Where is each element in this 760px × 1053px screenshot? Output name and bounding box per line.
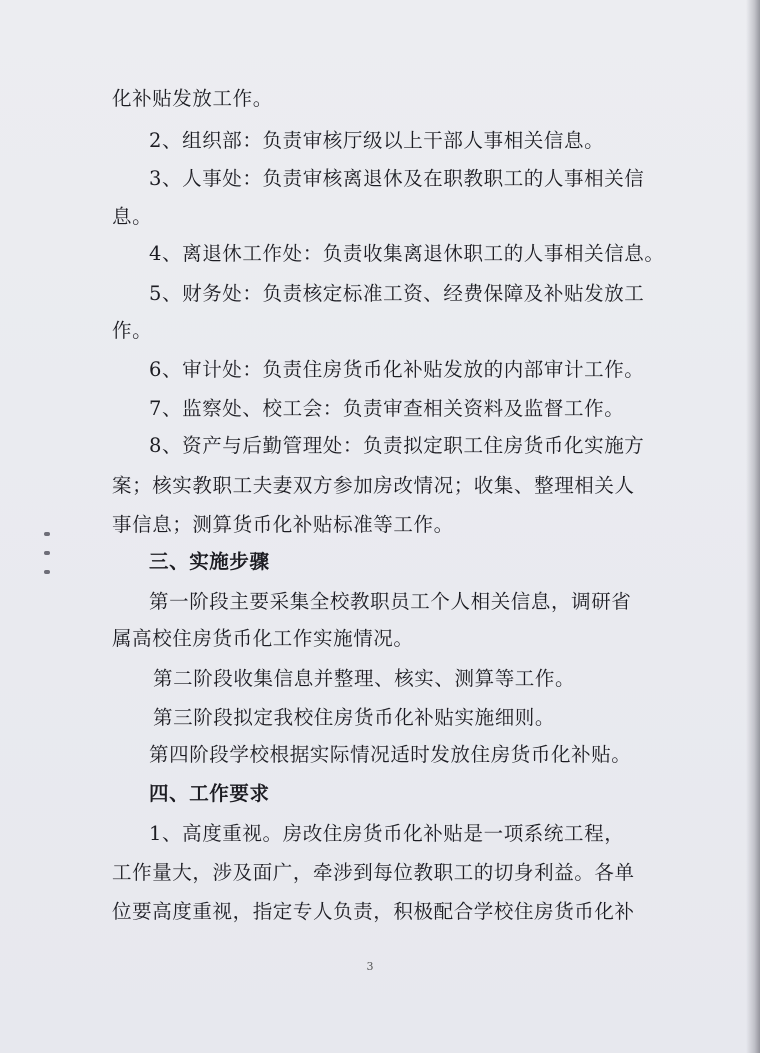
text-line-14: 第一阶段主要采集全校教职员工个人相关信息，调研省 (149, 590, 632, 613)
text-line-15: 属高校住房货币化工作实施情况。 (112, 627, 414, 650)
text-line-12: 事信息；测算货币化补贴标准等工作。 (112, 513, 454, 536)
text-line-2: 2、组织部：负责审核厅级以上干部人事相关信息。 (149, 129, 605, 152)
binding-hole (44, 551, 50, 555)
text-line-3: 3、人事处：负责审核离退休及在职教职工的人事相关信 (149, 167, 645, 190)
text-line-17: 第三阶段拟定我校住房货币化补贴实施细则。 (153, 706, 556, 729)
text-line-5: 4、离退休工作处：负责收集离退休职工的人事相关信息。 (149, 242, 665, 265)
text-line-6: 5、财务处：负责核定标准工资、经费保障及补贴发放工 (149, 282, 645, 305)
text-line-18: 第四阶段学校根据实际情况适时发放住房货币化补贴。 (149, 743, 632, 766)
text-line-20: 1、高度重视。房改住房货币化补贴是一项系统工程， (149, 822, 625, 845)
text-line-1: 化补贴发放工作。 (112, 87, 273, 110)
text-line-11: 案；核实教职工夫妻双方参加房改情况；收集、整理相关人 (112, 474, 635, 497)
text-line-7: 作。 (112, 319, 153, 342)
text-line-9: 7、监察处、校工会：负责审查相关资料及监督工作。 (149, 397, 625, 420)
text-line-16: 第二阶段收集信息并整理、核实、测算等工作。 (153, 667, 576, 690)
page-number: 3 (366, 960, 374, 973)
text-line-10: 8、资产与后勤管理处：负责拟定职工住房货币化实施方 (149, 434, 645, 457)
binding-hole (44, 570, 50, 574)
text-line-4: 息。 (112, 205, 153, 228)
binding-hole (44, 532, 50, 536)
text-line-21: 工作量大，涉及面广，牵涉到每位教职工的切身利益。各单 (112, 861, 635, 884)
section-heading-work-requirements: 四、工作要求 (149, 782, 270, 805)
text-line-8: 6、审计处：负责住房货币化补贴发放的内部审计工作。 (149, 358, 645, 381)
section-heading-implementation-steps: 三、实施步骤 (149, 550, 270, 573)
text-line-22: 位要高度重视，指定专人负责，积极配合学校住房货币化补 (112, 900, 635, 923)
